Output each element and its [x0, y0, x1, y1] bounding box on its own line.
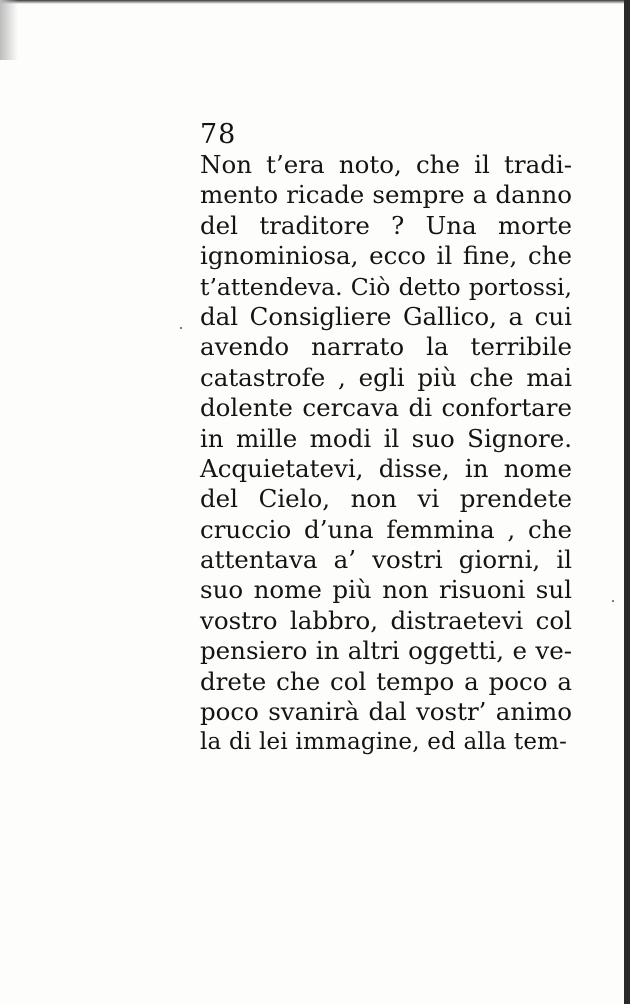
page-number: 78 [200, 119, 237, 150]
text-line: del traditore ? Una morte [200, 210, 572, 240]
text-line: vostro labbro, distraetevi col [200, 605, 572, 635]
text-line: suo nome più non risuoni sul [200, 575, 572, 605]
scan-edge-left [0, 0, 18, 60]
text-line: avendo narrato la terribile [200, 332, 572, 362]
text-line: t’attendeva. Ciò detto portossi, [200, 272, 572, 301]
text-line: dal Consigliere Gallico, a cui [200, 301, 572, 331]
paper-speck [180, 327, 182, 329]
scan-edge-top [0, 0, 630, 4]
text-line: attentava a’ vostri giorni, il [200, 545, 572, 575]
text-line: cruccio d’una femmina , che [200, 514, 572, 544]
paper-speck [612, 600, 614, 602]
text-line: drete che col tempo a poco a [200, 666, 572, 696]
text-line: catastrofe , egli più che mai [200, 362, 572, 392]
text-line: del Cielo, non vi prendete [200, 484, 572, 514]
text-line: mento ricade sempre a danno [200, 180, 572, 210]
text-line: Non t’era noto, che il tradi- [200, 150, 572, 179]
text-line: ignominiosa, ecco il fine, che [200, 241, 572, 271]
text-line: dolente cercava di confortare [200, 393, 572, 423]
text-line: in mille modi il suo Signore. [200, 423, 572, 453]
body-text [200, 150, 572, 758]
text-line: pensiero in altri oggetti, e ve- [200, 636, 572, 666]
text-line: Acquietatevi, disse, in nome [200, 453, 572, 483]
text-line: poco svanirà dal vostr’ animo [200, 697, 572, 727]
scan-edge-right [624, 0, 630, 1004]
text-line: la di lei immagine, ed alla tem- [200, 729, 568, 756]
